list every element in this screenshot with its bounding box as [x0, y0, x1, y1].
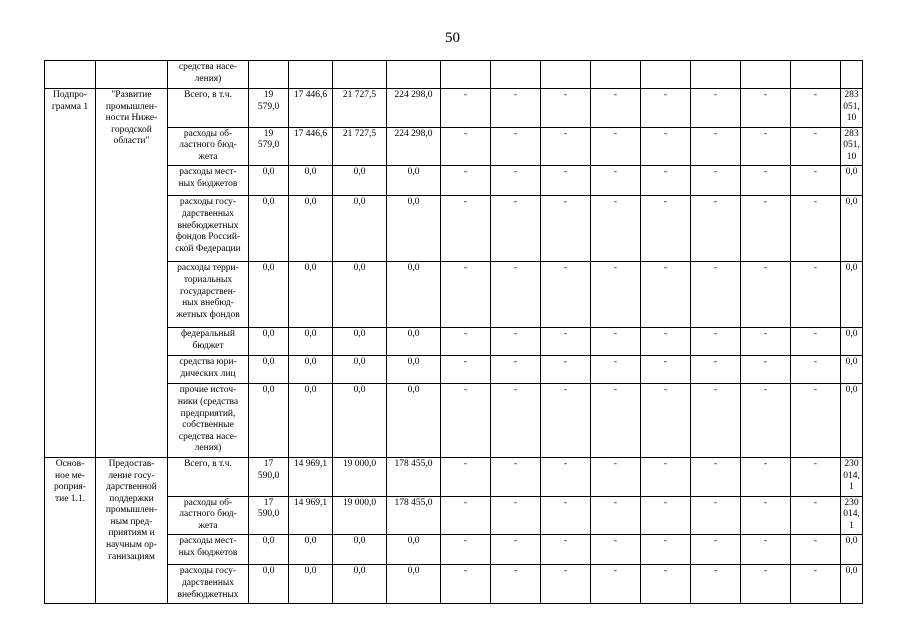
table-row: [45, 166, 863, 196]
empty-cell: [249, 61, 289, 89]
dash-cell: -: [791, 328, 841, 356]
table-row: [45, 89, 863, 128]
dash-cell: -: [791, 457, 841, 496]
table-row: [45, 356, 863, 384]
dash-cell: -: [691, 384, 741, 457]
value-cell: 0,0: [289, 565, 333, 604]
value-cell: 0,0: [289, 535, 333, 565]
value-cell: 17 446,6: [289, 127, 333, 166]
page-number: 50: [445, 30, 460, 46]
dash-cell: -: [691, 89, 741, 128]
dash-cell: -: [641, 328, 691, 356]
value-cell: 19 000,0: [333, 457, 387, 496]
dash-cell: -: [441, 535, 491, 565]
dash-cell: -: [441, 565, 491, 604]
value-cell: 0,0: [387, 535, 441, 565]
total-cell: 0,0: [841, 328, 863, 356]
dash-cell: -: [441, 196, 491, 262]
value-cell: 0,0: [249, 196, 289, 262]
dash-cell: -: [491, 328, 541, 356]
dash-cell: -: [691, 565, 741, 604]
value-cell: 0,0: [249, 384, 289, 457]
dash-cell: -: [741, 535, 791, 565]
source-cell: средства юри- дических лиц: [168, 356, 249, 384]
source-cell: Всего, в т.ч.: [168, 89, 249, 128]
value-cell: 0,0: [289, 384, 333, 457]
dash-cell: -: [491, 356, 541, 384]
total-cell: 0,0: [841, 356, 863, 384]
name-cell: [96, 61, 168, 89]
dash-cell: -: [591, 496, 641, 535]
value-cell: 0,0: [249, 166, 289, 196]
value-cell: 0,0: [387, 356, 441, 384]
value-cell: 224 298,0: [387, 89, 441, 128]
dash-cell: -: [741, 262, 791, 328]
empty-cell: [387, 61, 441, 89]
source-cell: расходы об- ластного бюд- жета: [168, 496, 249, 535]
source-cell: Всего, в т.ч.: [168, 457, 249, 496]
value-cell: 0,0: [387, 166, 441, 196]
dash-cell: -: [641, 384, 691, 457]
dash-cell: -: [641, 89, 691, 128]
dash-cell: -: [691, 262, 741, 328]
dash-cell: -: [741, 328, 791, 356]
value-cell: 17 590,0: [249, 457, 289, 496]
dash-cell: -: [541, 262, 591, 328]
dash-cell: -: [441, 89, 491, 128]
dash-cell: -: [591, 196, 641, 262]
value-cell: 0,0: [249, 356, 289, 384]
value-cell: 0,0: [333, 262, 387, 328]
dash-cell: -: [791, 496, 841, 535]
empty-cell: [841, 61, 863, 89]
dash-cell: -: [491, 565, 541, 604]
value-cell: 17 446,6: [289, 89, 333, 128]
dash-cell: -: [741, 196, 791, 262]
value-cell: 0,0: [289, 328, 333, 356]
dash-cell: -: [641, 496, 691, 535]
dash-cell: -: [691, 166, 741, 196]
dash-cell: -: [641, 457, 691, 496]
value-cell: 21 727,5: [333, 127, 387, 166]
dash-cell: -: [491, 457, 541, 496]
table-row: [45, 61, 863, 89]
dash-cell: -: [541, 384, 591, 457]
empty-cell: [491, 61, 541, 89]
dash-cell: -: [791, 127, 841, 166]
table-row: [45, 262, 863, 328]
value-cell: 0,0: [333, 166, 387, 196]
value-cell: 0,0: [387, 328, 441, 356]
total-cell: 0,0: [841, 565, 863, 604]
dash-cell: -: [591, 262, 641, 328]
value-cell: 0,0: [249, 328, 289, 356]
value-cell: 21 727,5: [333, 89, 387, 128]
empty-cell: [441, 61, 491, 89]
table-row: [45, 127, 863, 166]
value-cell: 19 000,0: [333, 496, 387, 535]
dash-cell: -: [541, 457, 591, 496]
dash-cell: -: [441, 356, 491, 384]
dash-cell: -: [791, 565, 841, 604]
total-cell: 230 014, 1: [841, 496, 863, 535]
dash-cell: -: [541, 496, 591, 535]
dash-cell: -: [591, 127, 641, 166]
dash-cell: -: [441, 496, 491, 535]
total-cell: 0,0: [841, 535, 863, 565]
value-cell: 224 298,0: [387, 127, 441, 166]
dash-cell: -: [441, 166, 491, 196]
dash-cell: -: [641, 166, 691, 196]
table-row: [45, 328, 863, 356]
value-cell: 0,0: [333, 535, 387, 565]
total-cell: 230 014, 1: [841, 457, 863, 496]
value-cell: 0,0: [387, 196, 441, 262]
value-cell: 178 455,0: [387, 496, 441, 535]
dash-cell: -: [441, 457, 491, 496]
dash-cell: -: [741, 565, 791, 604]
dash-cell: -: [591, 166, 641, 196]
dash-cell: -: [541, 356, 591, 384]
value-cell: 0,0: [249, 565, 289, 604]
name-cell: Предостав- ление госу- дарственной поддержки промышлен- ным пред- приятиям и научным ор- ганизациям: [96, 457, 168, 603]
total-cell: 283 051, 10: [841, 89, 863, 128]
value-cell: 14 969,1: [289, 457, 333, 496]
value-cell: 0,0: [333, 356, 387, 384]
value-cell: 0,0: [289, 356, 333, 384]
dash-cell: -: [741, 89, 791, 128]
source-cell: расходы госу- дарственных внебюджетных: [168, 565, 249, 604]
table-row: [45, 565, 863, 604]
dash-cell: -: [541, 328, 591, 356]
dash-cell: -: [591, 384, 641, 457]
total-cell: 283 051, 10: [841, 127, 863, 166]
table-row: [45, 496, 863, 535]
source-cell: расходы мест- ных бюджетов: [168, 166, 249, 196]
total-cell: 0,0: [841, 262, 863, 328]
dash-cell: -: [691, 535, 741, 565]
source-cell: расходы мест- ных бюджетов: [168, 535, 249, 565]
source-cell: прочие источ- ники (средства предприятий, собственные средства насе- ления): [168, 384, 249, 457]
dash-cell: -: [441, 262, 491, 328]
dash-cell: -: [441, 328, 491, 356]
dash-cell: -: [591, 328, 641, 356]
value-cell: 14 969,1: [289, 496, 333, 535]
total-cell: 0,0: [841, 384, 863, 457]
value-cell: 17 590,0: [249, 496, 289, 535]
dash-cell: -: [441, 384, 491, 457]
total-cell: 0,0: [841, 166, 863, 196]
dash-cell: -: [691, 496, 741, 535]
dash-cell: -: [791, 89, 841, 128]
dash-cell: -: [691, 457, 741, 496]
dash-cell: -: [441, 127, 491, 166]
dash-cell: -: [641, 535, 691, 565]
program-cell: [45, 61, 96, 89]
dash-cell: -: [741, 127, 791, 166]
value-cell: 0,0: [387, 262, 441, 328]
source-cell: расходы госу- дарственных внебюджетных фондов Россий- ской Федерации: [168, 196, 249, 262]
dash-cell: -: [791, 535, 841, 565]
dash-cell: -: [491, 496, 541, 535]
source-cell: федеральный бюджет: [168, 328, 249, 356]
dash-cell: -: [541, 196, 591, 262]
value-cell: 0,0: [289, 196, 333, 262]
dash-cell: -: [641, 262, 691, 328]
dash-cell: -: [641, 196, 691, 262]
dash-cell: -: [641, 356, 691, 384]
dash-cell: -: [641, 127, 691, 166]
dash-cell: -: [541, 89, 591, 128]
dash-cell: -: [541, 535, 591, 565]
empty-cell: [641, 61, 691, 89]
name-cell: "Развитие промышлен- ности Ниже- городской области": [96, 89, 168, 458]
empty-cell: [289, 61, 333, 89]
value-cell: 0,0: [333, 565, 387, 604]
total-cell: 0,0: [841, 196, 863, 262]
dash-cell: -: [591, 565, 641, 604]
value-cell: 0,0: [289, 166, 333, 196]
dash-cell: -: [541, 166, 591, 196]
dash-cell: -: [691, 196, 741, 262]
dash-cell: -: [491, 166, 541, 196]
value-cell: 0,0: [387, 565, 441, 604]
dash-cell: -: [491, 89, 541, 128]
dash-cell: -: [791, 356, 841, 384]
value-cell: 0,0: [387, 384, 441, 457]
dash-cell: -: [791, 384, 841, 457]
dash-cell: -: [691, 127, 741, 166]
dash-cell: -: [741, 496, 791, 535]
dash-cell: -: [491, 196, 541, 262]
dash-cell: -: [591, 535, 641, 565]
value-cell: 0,0: [333, 196, 387, 262]
dash-cell: -: [741, 166, 791, 196]
empty-cell: [591, 61, 641, 89]
dash-cell: -: [491, 127, 541, 166]
value-cell: 0,0: [249, 262, 289, 328]
value-cell: 19 579,0: [249, 89, 289, 128]
value-cell: 0,0: [333, 384, 387, 457]
empty-cell: [791, 61, 841, 89]
budget-table: [44, 60, 863, 604]
value-cell: 0,0: [289, 262, 333, 328]
dash-cell: -: [591, 356, 641, 384]
dash-cell: -: [691, 356, 741, 384]
dash-cell: -: [791, 166, 841, 196]
dash-cell: -: [591, 457, 641, 496]
table-row: [45, 535, 863, 565]
dash-cell: -: [491, 384, 541, 457]
dash-cell: -: [791, 196, 841, 262]
source-cell: расходы терри- ториальных государствен- ных внебюд- жетных фондов: [168, 262, 249, 328]
dash-cell: -: [741, 457, 791, 496]
value-cell: 0,0: [249, 535, 289, 565]
source-cell: расходы об- ластного бюд- жета: [168, 127, 249, 166]
program-cell: Основ- ное ме- роприя- тие 1.1.: [45, 457, 96, 603]
dash-cell: -: [541, 127, 591, 166]
value-cell: 178 455,0: [387, 457, 441, 496]
empty-cell: [333, 61, 387, 89]
dash-cell: -: [691, 328, 741, 356]
program-cell: Подпро- грамма 1: [45, 89, 96, 458]
table-row: [45, 196, 863, 262]
empty-cell: [691, 61, 741, 89]
value-cell: 0,0: [333, 328, 387, 356]
dash-cell: -: [791, 262, 841, 328]
table-row: [45, 457, 863, 496]
dash-cell: -: [491, 262, 541, 328]
dash-cell: -: [541, 565, 591, 604]
table-row: [45, 384, 863, 457]
dash-cell: -: [741, 356, 791, 384]
source-cell: средства насе- ления): [168, 61, 249, 89]
empty-cell: [741, 61, 791, 89]
dash-cell: -: [641, 565, 691, 604]
dash-cell: -: [591, 89, 641, 128]
value-cell: 19 579,0: [249, 127, 289, 166]
empty-cell: [541, 61, 591, 89]
dash-cell: -: [741, 384, 791, 457]
dash-cell: -: [491, 535, 541, 565]
